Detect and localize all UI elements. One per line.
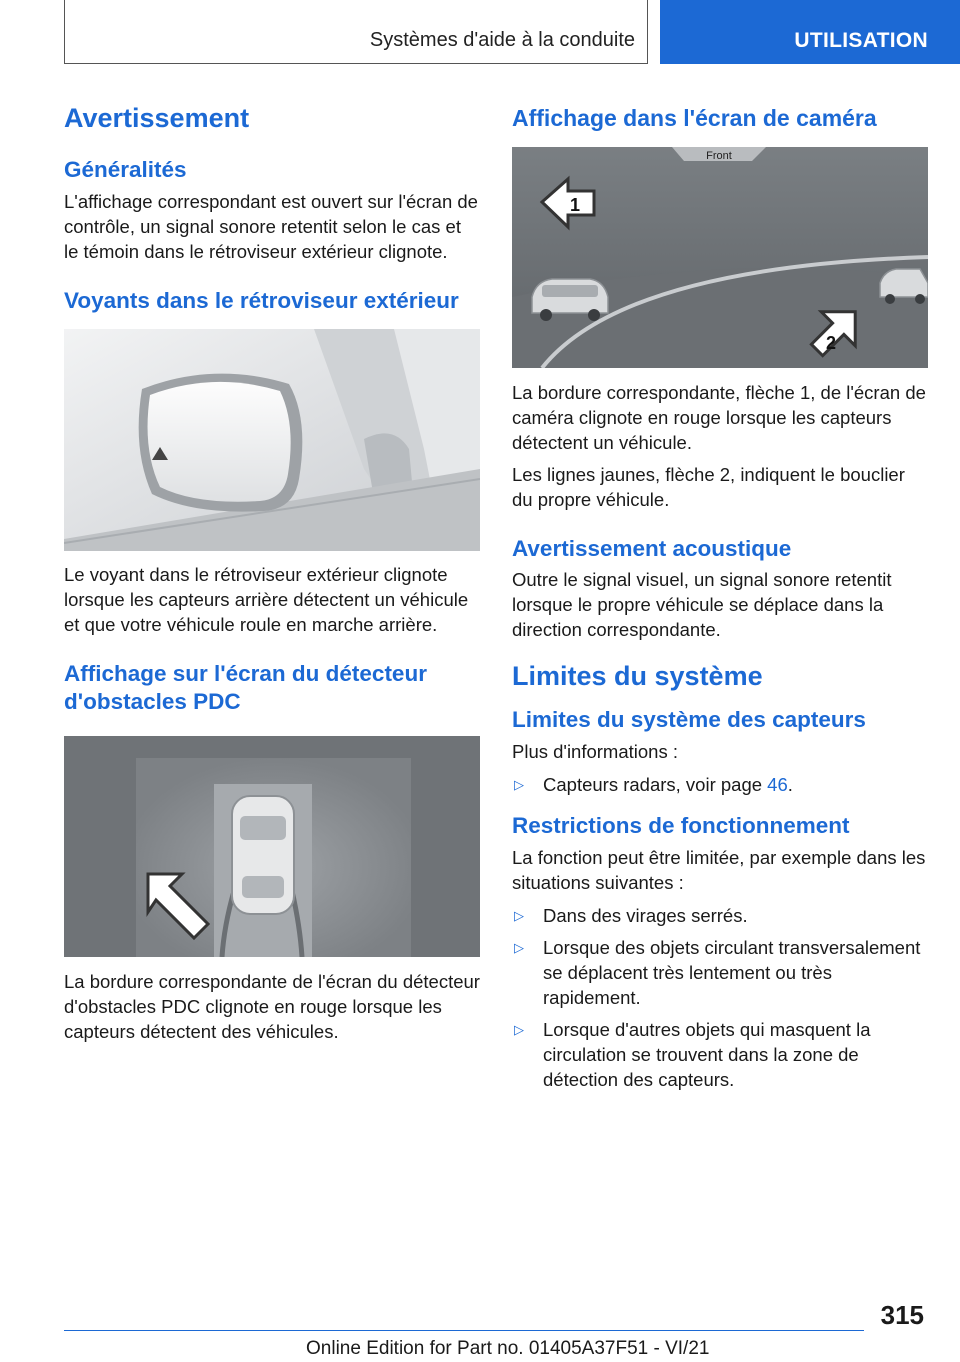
bullet-radar [512,772,928,797]
list-item [512,1017,928,1092]
page-link[interactable]: 46 [767,774,788,795]
list-item-text: Lorsque d'autres objets qui masquent la circulation se trouvent dans la zone de détection des capteurs. [543,1019,871,1090]
edition-footer: Online Edition for Part no. 01405A37F51 - VI/21 [306,1338,710,1359]
heading-generalites: Généralités [64,157,187,182]
bullet-marker: ▷ [514,777,524,792]
front-label: Front [706,150,732,162]
heading-limites: Limites du système [512,661,763,691]
arrow-1-label: 1 [570,195,581,215]
para-voyants: Le voyant dans le rétroviseur extérieur clignote lorsque les capteurs arrière détectent un véhicule et que votre véhicule roule en marche arrière. [64,564,469,635]
heading-pdc: Affichage sur l'écran du détecteur d'obstacles PDC [64,661,427,714]
chapter-tab[interactable] [660,0,960,64]
heading-voyants: Voyants dans le rétroviseur extérieur [64,288,459,313]
list-item [512,903,928,928]
bullet-radar-text: Capteurs radars, voir page 46. [543,774,793,795]
para-restrictions: La fonction peut être limitée, par exemple dans les situations suivantes : [512,847,926,893]
heading-acoustique: Avertissement acoustique [512,536,792,561]
bullet-marker: ▷ [514,940,524,955]
pdc-display-illustration [64,736,480,957]
para-generalites: L'affichage correspondant est ouvert sur l'écran de contrôle, un signal sonore retentit selon le cas et le témoin dans le rétroviseur extérieur clignote. [64,191,478,262]
bullet-marker: ▷ [514,908,524,923]
para-pdc: La bordure correspondante de l'écran du détecteur d'obstacles PDC clignote en rouge lorsque les capteurs détectent des véhicules. [64,971,480,1042]
running-header [64,0,648,64]
arrow-2-label: 2 [826,333,837,353]
para-plus-info: Plus d'informations : [512,741,678,762]
heading-camera: Affichage dans l'écran de caméra [512,105,877,131]
para-acoustique: Outre le signal visuel, un signal sonore retentit lorsque le propre véhicule se déplace dans la direction correspondante. [512,569,892,640]
camera-display-illustration [512,147,928,368]
footer-rule [64,1330,864,1331]
list-item [512,935,928,1010]
heading-restrictions: Restrictions de fonctionnement [512,813,850,838]
page-number: 315 [880,1300,924,1330]
heading-avertissement: Avertissement [64,103,250,133]
bullet-marker: ▷ [514,1022,524,1037]
right-column [512,100,928,1092]
list-item-text: Dans des virages serrés. [543,905,748,926]
section-title: Systèmes d'aide à la conduite [369,29,635,51]
para-camera-1: La bordure correspondante, flèche 1, de l'écran de caméra clignote en rouge lorsque les capteurs détectent un véhicule. [512,382,926,453]
left-column [64,100,480,1044]
list-item-text: Lorsque des objets circulant transversalement se déplacent très lentement ou très rapidement. [543,937,921,1008]
para-camera-2: Les lignes jaunes, flèche 2, indiquent le bouclier du propre véhicule. [512,464,905,510]
heading-limites-capteurs: Limites du système des capteurs [512,707,866,732]
chapter-tab-label: UTILISATION [794,29,928,52]
mirror-illustration [64,329,480,551]
